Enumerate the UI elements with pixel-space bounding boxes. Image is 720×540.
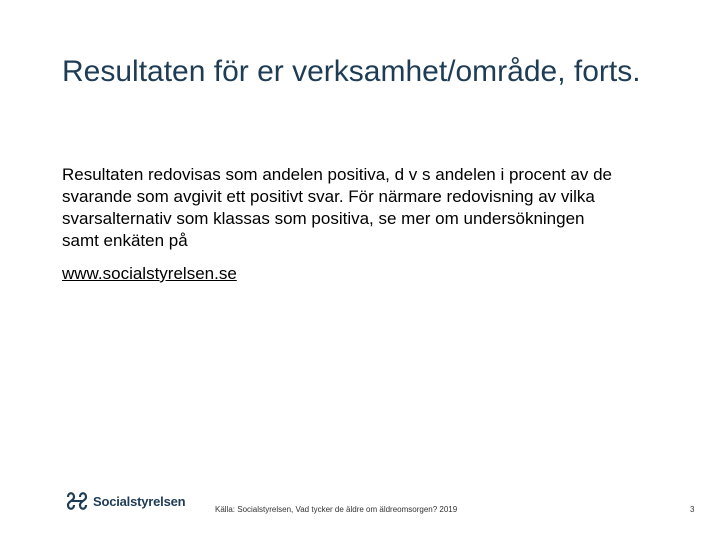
body-paragraph: Resultaten redovisas som andelen positiva, d v s andelen i procent av de svarande som avgivit ett positivt svar. För närmare redovisning av vilka svarsalternativ som klassas som positiva, se mer om undersökningen samt enkäten på [62, 165, 612, 250]
socialstyrelsen-link[interactable]: www.socialstyrelsen.se [62, 264, 237, 283]
slide-title: Resultaten för er verksamhet/område, forts. [62, 55, 641, 88]
socialstyrelsen-logo [64, 487, 185, 515]
logo-text: Socialstyrelsen [93, 493, 186, 509]
footer-source: Källa: Socialstyrelsen, Vad tycker de äldre om äldreomsorgen? 2019 [215, 505, 458, 514]
logo-knot-icon [64, 489, 90, 513]
page-number: 3 [690, 505, 695, 514]
